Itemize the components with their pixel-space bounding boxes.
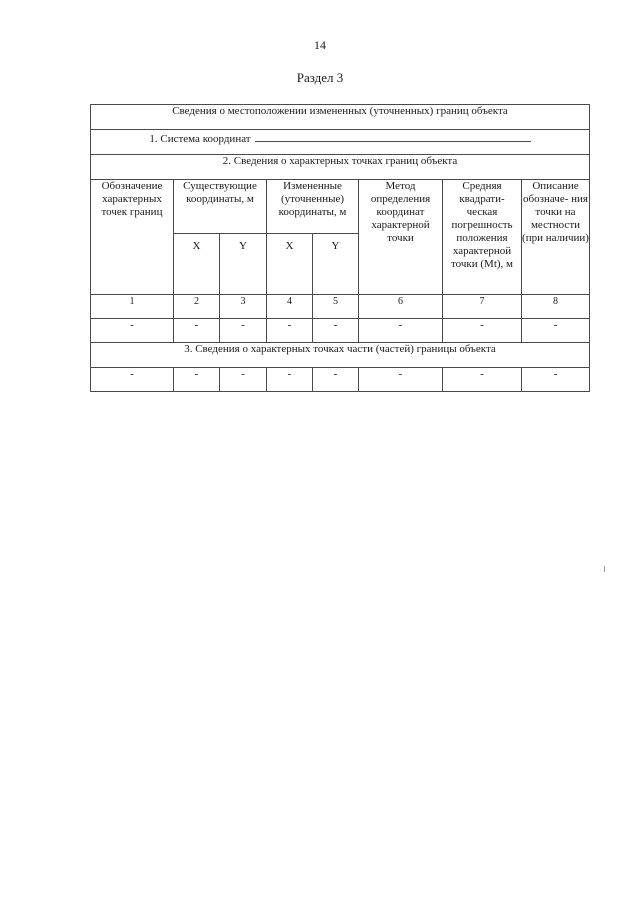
table-row bbox=[91, 319, 590, 343]
coordinate-system-fill-line bbox=[255, 130, 531, 142]
header-changed-y: Y bbox=[313, 234, 359, 295]
header-changed-x: X bbox=[267, 234, 313, 295]
column-number-row bbox=[91, 295, 590, 319]
table-cell: - bbox=[220, 319, 267, 343]
header-row bbox=[91, 180, 590, 234]
table-cell: - bbox=[174, 319, 220, 343]
table-cell: - bbox=[443, 368, 522, 392]
header-mean-error: Средняя квадрати- ческая погрешность положения характерной точки (Mt), м bbox=[443, 180, 522, 295]
coordinate-system-row bbox=[91, 130, 590, 155]
table-cell: - bbox=[220, 368, 267, 392]
column-number: 3 bbox=[220, 295, 267, 319]
part-points-label: 3. Сведения о характерных точках части (частей) границы объекта bbox=[91, 343, 590, 368]
table-caption: Сведения о местоположении измененных (уточненных) границ объекта bbox=[91, 105, 590, 130]
column-number: 1 bbox=[91, 295, 174, 319]
column-number: 2 bbox=[174, 295, 220, 319]
table-row bbox=[91, 368, 590, 392]
column-number: 6 bbox=[359, 295, 443, 319]
coordinate-system-label: 1. Система координат bbox=[149, 133, 251, 145]
column-number: 5 bbox=[313, 295, 359, 319]
page-number: 14 bbox=[314, 38, 326, 52]
table-cell: - bbox=[267, 319, 313, 343]
table-cell: - bbox=[522, 319, 590, 343]
table-cell: - bbox=[313, 368, 359, 392]
header-existing-coords: Существующие координаты, м bbox=[174, 180, 267, 234]
table-cell: - bbox=[359, 319, 443, 343]
table-cell: - bbox=[522, 368, 590, 392]
table-cell: - bbox=[359, 368, 443, 392]
header-changed-coords: Измененные (уточненные) координаты, м bbox=[267, 180, 359, 234]
characteristic-points-label: 2. Сведения о характерных точках границ объекта bbox=[91, 155, 590, 180]
table-cell: - bbox=[443, 319, 522, 343]
table-caption-row bbox=[91, 105, 590, 130]
header-designation: Обозначение характерных точек границ bbox=[91, 180, 174, 295]
table-cell: - bbox=[267, 368, 313, 392]
scan-mark bbox=[604, 566, 605, 572]
coordinate-system-cell bbox=[91, 130, 590, 155]
table-cell: - bbox=[91, 368, 174, 392]
header-existing-x: X bbox=[174, 234, 220, 295]
table-cell: - bbox=[174, 368, 220, 392]
header-description: Описание обозначе- ния точки на местности (при наличии) bbox=[522, 180, 590, 295]
section-title: Раздел 3 bbox=[296, 70, 344, 85]
characteristic-points-row bbox=[91, 155, 590, 180]
table-cell: - bbox=[91, 319, 174, 343]
header-method: Метод определения координат характерной точки bbox=[359, 180, 443, 295]
boundary-info-table bbox=[90, 104, 590, 392]
table-cell: - bbox=[313, 319, 359, 343]
part-points-row bbox=[91, 343, 590, 368]
header-existing-y: Y bbox=[220, 234, 267, 295]
column-number: 8 bbox=[522, 295, 590, 319]
column-number: 7 bbox=[443, 295, 522, 319]
column-number: 4 bbox=[267, 295, 313, 319]
